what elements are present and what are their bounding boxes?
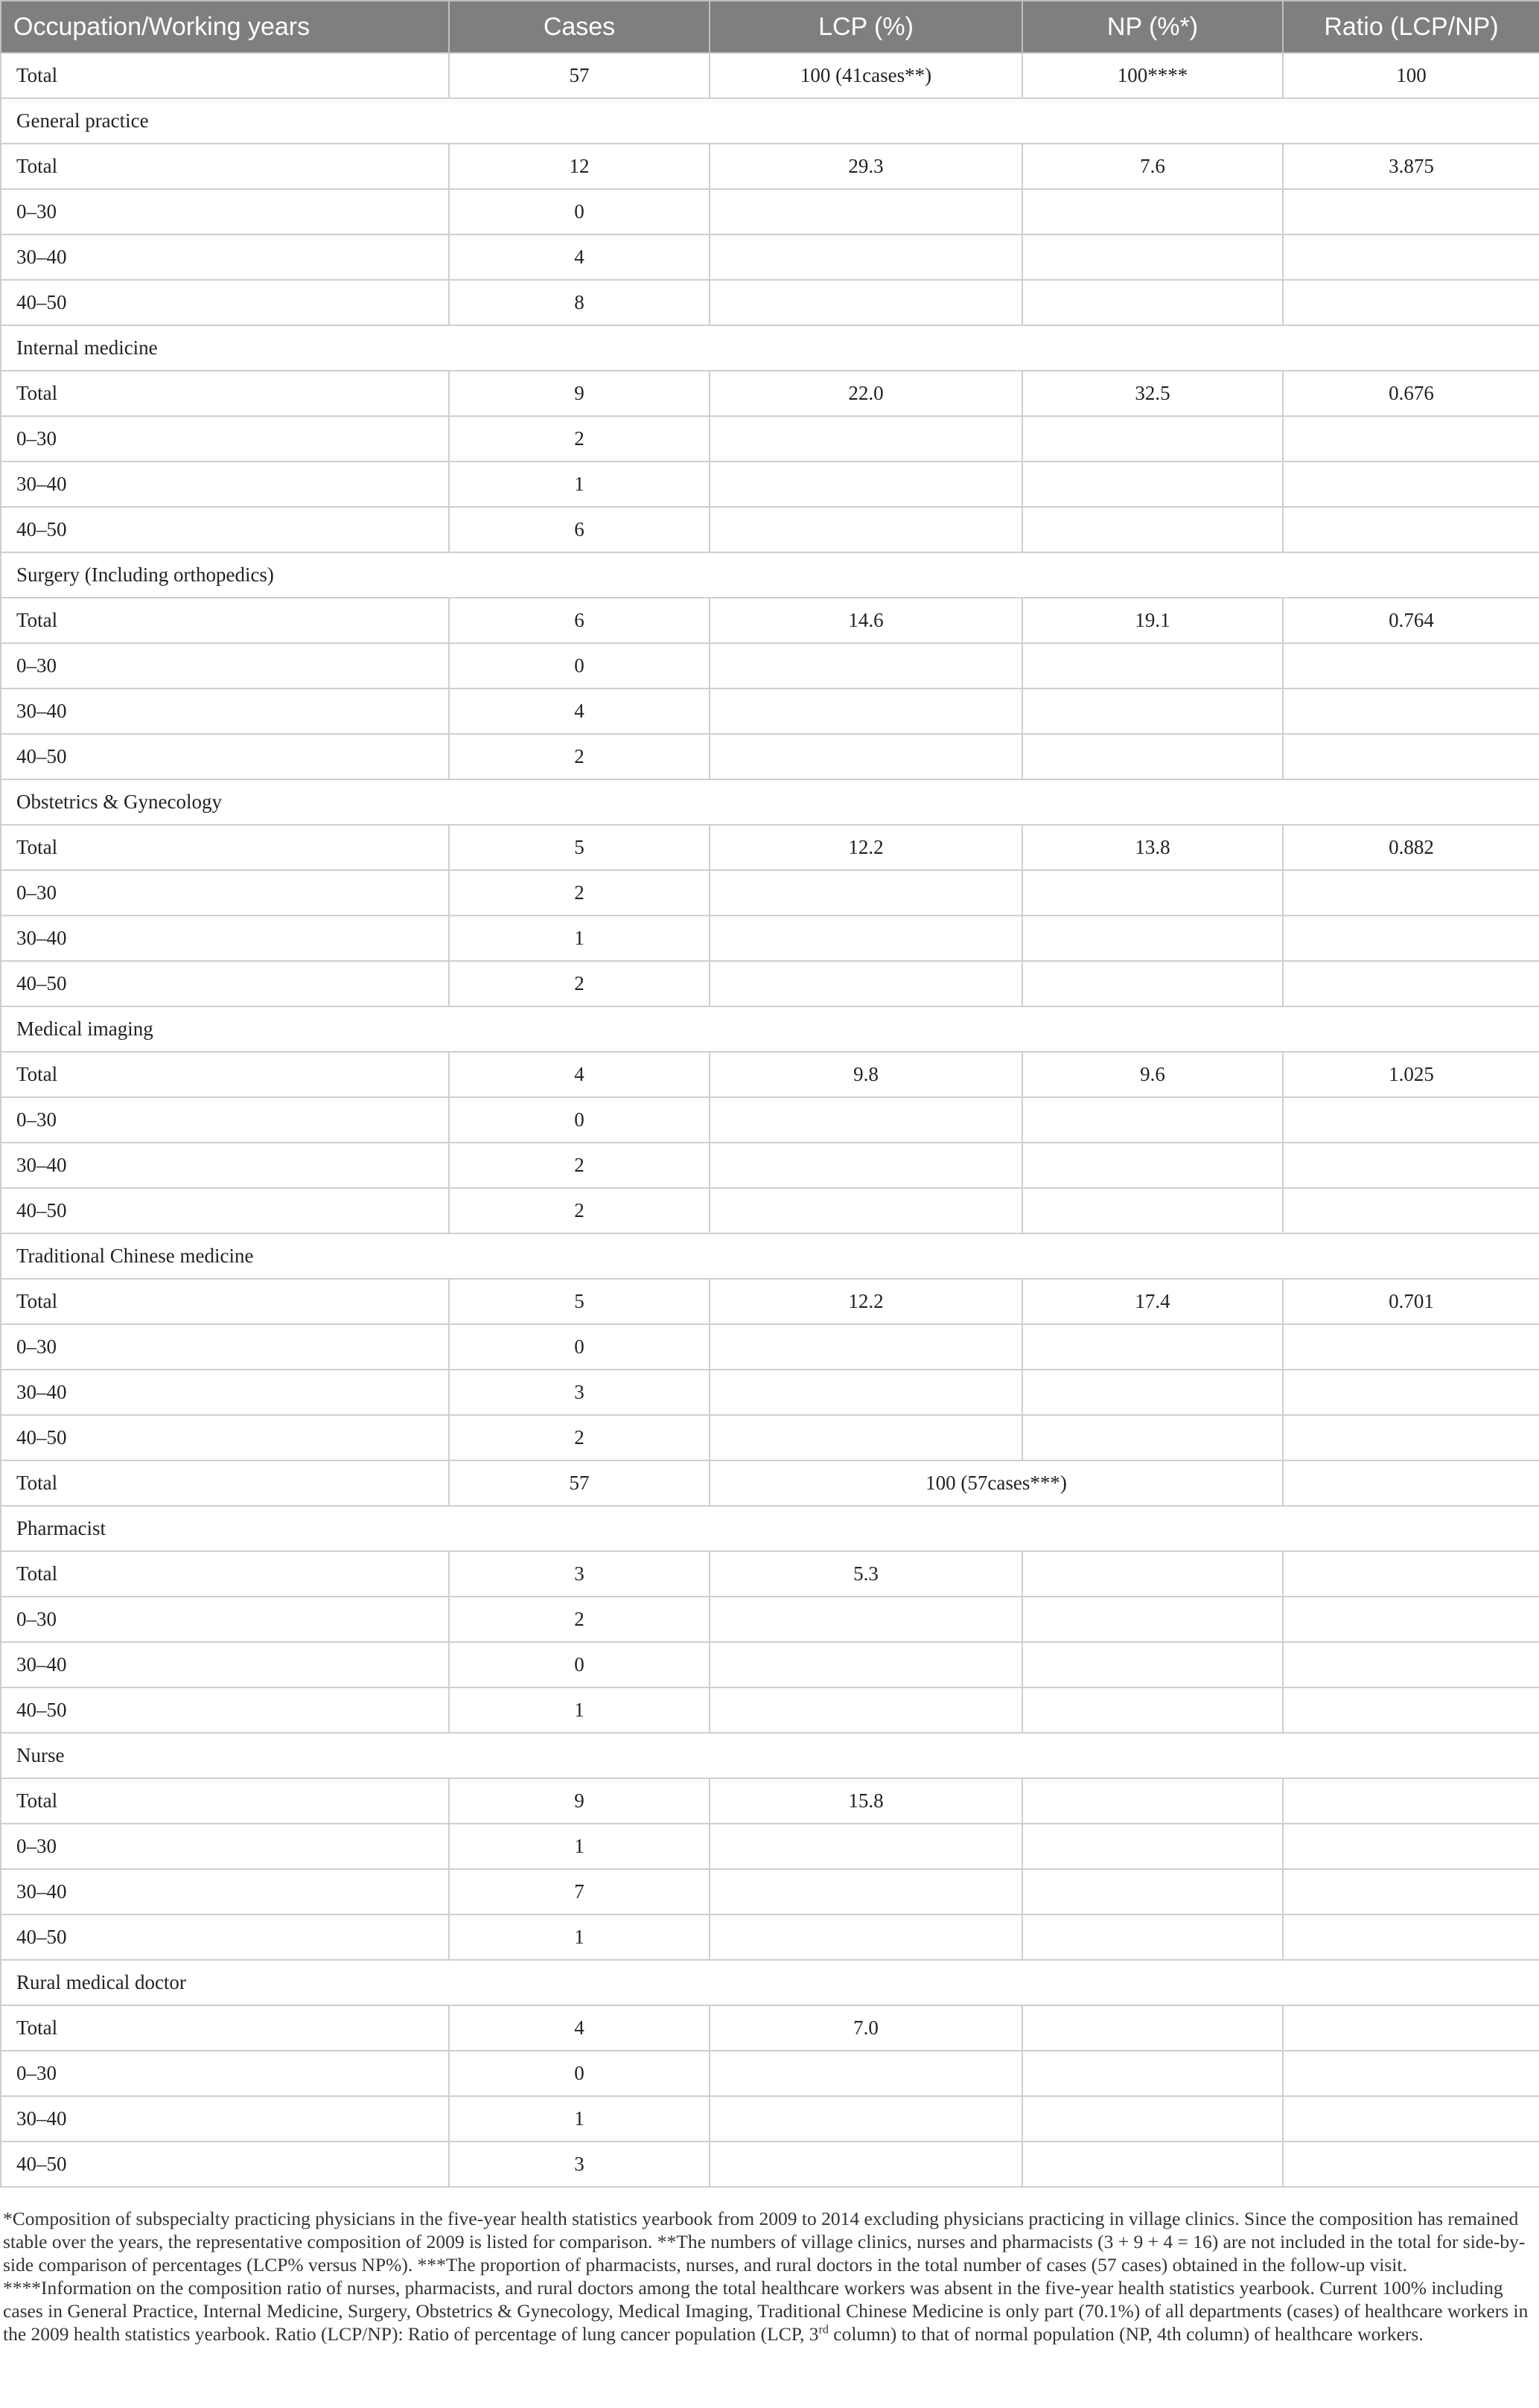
cell-lcp [710,643,1022,689]
section-label: Traditional Chinese medicine [1,1233,1539,1279]
cell-cases: 2 [449,961,710,1006]
cell-occupation: 40–50 [1,1415,449,1460]
cell-ratio [1283,1143,1539,1188]
cell-ratio [1283,734,1539,779]
table-row [1,961,1539,1006]
table-row [1,825,1539,870]
cell-ratio [1283,1324,1539,1370]
cell-ratio [1283,1824,1539,1869]
cell-cases: 57 [449,53,710,98]
cell-np: 9.6 [1022,1052,1283,1097]
cell-occupation: 0–30 [1,2051,449,2096]
table-row [1,1778,1539,1824]
table-row [1,2096,1539,2142]
cell-cases: 9 [449,1778,710,1824]
footnote-text: *Composition of subspecialty practicing physicians in the five-year health statistics yearbook from 2009 to 2014 excluding physicians practicing in village clinics. Since the composition has remained stable over the years, the representative composition of 2009 is listed for comparison. **The numbers of village clinics, nurses and pharmacists (3 + 9 + 4 = 16) are not included in the total for side-by-side comparison of percentages (LCP% versus NP%). ***The proportion of pharmacists, nurses, and rural doctors in the total number of cases (57 cases) obtained in the follow-up visit. ****Information on the composition ratio of nurses, pharmacists, and rural doctors among the total healthcare workers was absent in the five-year health statistics yearbook. Current 100% including cases in General Practice, Internal Medicine, Surgery, Obstetrics & Gynecology, Medical Imaging, Traditional Chinese Medicine is only part (70.1%) of all departments (cases) of healthcare workers in the 2009 health statistics yearbook. Ratio (LCP/NP): Ratio of percentage of lung cancer population (LCP, 3 [3,2208,1529,2345]
cell-occupation: 0–30 [1,189,449,234]
cell-occupation: Total [1,1551,449,1597]
header-cases: Cases [449,1,710,53]
cell-ratio [1283,280,1539,325]
cell-np [1022,689,1283,734]
cell-ratio [1283,189,1539,234]
cell-lcp [710,1914,1022,1960]
table-row [1,1597,1539,1642]
section-row [1,1006,1539,1052]
cell-cases: 8 [449,280,710,325]
cell-occupation: 0–30 [1,1097,449,1143]
cell-lcp [710,870,1022,916]
cell-ratio: 3.875 [1283,144,1539,189]
section-label: Pharmacist [1,1506,1539,1551]
cell-ratio [1283,1597,1539,1642]
cell-occupation: Total [1,1052,449,1097]
cell-cases: 4 [449,234,710,280]
table-row [1,689,1539,734]
cell-ratio: 100 [1283,53,1539,98]
cell-lcp [710,1642,1022,1687]
cell-cases: 3 [449,1551,710,1597]
table-row [1,189,1539,234]
cell-ratio: 1.025 [1283,1052,1539,1097]
cell-lcp [710,1687,1022,1733]
cell-lcp: 7.0 [710,2005,1022,2051]
cell-occupation: 30–40 [1,2096,449,2142]
section-row [1,552,1539,598]
cell-cases: 2 [449,1188,710,1233]
cell-np [1022,870,1283,916]
cell-ratio [1283,1415,1539,1460]
cell-lcp [710,1188,1022,1233]
cell-np: 32.5 [1022,371,1283,416]
section-label: General practice [1,98,1539,144]
cell-ratio: 0.676 [1283,371,1539,416]
cell-ratio [1283,1551,1539,1597]
cell-ratio [1283,1460,1539,1506]
table-row [1,1052,1539,1097]
cell-cases: 1 [449,2096,710,2142]
cell-np: 13.8 [1022,825,1283,870]
cell-cases: 6 [449,598,710,643]
cell-np [1022,189,1283,234]
cell-lcp: 12.2 [710,825,1022,870]
cell-lcp [710,1324,1022,1370]
cell-ratio [1283,416,1539,462]
cell-occupation: 30–40 [1,462,449,507]
cell-np [1022,1097,1283,1143]
cell-occupation: 30–40 [1,1869,449,1914]
cell-lcp [710,1869,1022,1914]
table-row [1,1370,1539,1415]
cell-ratio [1283,2051,1539,2096]
cell-lcp: 12.2 [710,1279,1022,1324]
cell-ratio [1283,916,1539,961]
cell-occupation: 0–30 [1,1597,449,1642]
cell-lcp [710,462,1022,507]
cell-np [1022,416,1283,462]
cell-occupation: Total [1,598,449,643]
table-row [1,53,1539,98]
cell-occupation: Total [1,1279,449,1324]
table-row [1,1869,1539,1914]
header-row [1,1,1539,53]
cell-ratio [1283,2096,1539,2142]
footnote-text-end: column) to that of normal population (NP, 4th column) of healthcare workers. [828,2323,1424,2345]
cell-np [1022,2142,1283,2187]
cell-np [1022,280,1283,325]
cell-cases: 1 [449,916,710,961]
cell-cases: 1 [449,462,710,507]
cell-occupation: 30–40 [1,916,449,961]
cell-ratio [1283,961,1539,1006]
cell-cases: 1 [449,1824,710,1869]
cell-occupation: 0–30 [1,870,449,916]
header-occupation: Occupation/Working years [1,1,449,53]
cell-lcp [710,916,1022,961]
cell-np: 7.6 [1022,144,1283,189]
header-np: NP (%*) [1022,1,1283,53]
cell-occupation: 40–50 [1,507,449,552]
cell-occupation: Total [1,53,449,98]
section-row [1,1733,1539,1778]
cell-cases: 12 [449,144,710,189]
cell-lcp [710,280,1022,325]
cell-occupation: 40–50 [1,280,449,325]
cell-cases: 3 [449,2142,710,2187]
table-row [1,1143,1539,1188]
cell-ratio [1283,1914,1539,1960]
section-label: Nurse [1,1733,1539,1778]
table-row [1,2005,1539,2051]
cell-np [1022,1597,1283,1642]
cell-cases: 5 [449,1279,710,1324]
cell-lcp: 29.3 [710,144,1022,189]
section-label: Rural medical doctor [1,1960,1539,2005]
cell-np: 17.4 [1022,1279,1283,1324]
cell-occupation: 0–30 [1,643,449,689]
cell-np [1022,1914,1283,1960]
cell-cases: 2 [449,416,710,462]
table-row [1,462,1539,507]
cell-lcp [710,1415,1022,1460]
cell-occupation: 30–40 [1,234,449,280]
cell-occupation: 30–40 [1,689,449,734]
cell-lcp [710,416,1022,462]
cell-lcp-np-merged: 100 (57cases***) [710,1460,1283,1506]
cell-lcp [710,1597,1022,1642]
cell-lcp [710,689,1022,734]
cell-occupation: 30–40 [1,1143,449,1188]
section-label: Obstetrics & Gynecology [1,779,1539,825]
cell-lcp [710,189,1022,234]
cell-occupation: Total [1,1460,449,1506]
section-row [1,1960,1539,2005]
table-row [1,416,1539,462]
cell-lcp [710,1370,1022,1415]
cell-occupation: 0–30 [1,416,449,462]
cell-np [1022,2096,1283,2142]
cell-np [1022,462,1283,507]
cell-np [1022,1551,1283,1597]
cell-cases: 1 [449,1914,710,1960]
cell-cases: 6 [449,507,710,552]
cell-cases: 4 [449,689,710,734]
table-row [1,1551,1539,1597]
cell-np: 19.1 [1022,598,1283,643]
cell-ratio [1283,462,1539,507]
cell-np [1022,643,1283,689]
section-row [1,779,1539,825]
section-label: Internal medicine [1,325,1539,371]
cell-ratio [1283,1687,1539,1733]
cell-cases: 5 [449,825,710,870]
cell-ratio: 0.882 [1283,825,1539,870]
cell-lcp: 22.0 [710,371,1022,416]
cell-cases: 3 [449,1370,710,1415]
cell-lcp: 100 (41cases**) [710,53,1022,98]
cell-cases: 0 [449,1324,710,1370]
cell-occupation: 40–50 [1,2142,449,2187]
table-row [1,2051,1539,2096]
cell-ratio [1283,870,1539,916]
cell-np [1022,1188,1283,1233]
cell-occupation: Total [1,825,449,870]
section-label: Medical imaging [1,1006,1539,1052]
cell-occupation: Total [1,144,449,189]
table-body [1,53,1539,2187]
table-row [1,1279,1539,1324]
cell-lcp [710,961,1022,1006]
table-row [1,1687,1539,1733]
cell-ratio [1283,507,1539,552]
cell-cases: 0 [449,1642,710,1687]
cell-lcp [710,1824,1022,1869]
cell-lcp: 14.6 [710,598,1022,643]
cell-ratio [1283,2142,1539,2187]
section-row [1,325,1539,371]
cell-ratio [1283,1778,1539,1824]
cell-ratio [1283,2005,1539,2051]
cell-lcp [710,2096,1022,2142]
table-row [1,916,1539,961]
cell-np [1022,1642,1283,1687]
cell-occupation: Total [1,1778,449,1824]
cell-cases: 4 [449,1052,710,1097]
table-row [1,734,1539,779]
cell-occupation: 0–30 [1,1324,449,1370]
cell-occupation: 40–50 [1,734,449,779]
table-row [1,598,1539,643]
cell-np [1022,1415,1283,1460]
cell-np [1022,2051,1283,2096]
cell-ratio [1283,689,1539,734]
header-lcp: LCP (%) [710,1,1022,53]
footnote-superscript: rd [818,2323,829,2337]
section-row [1,98,1539,144]
cell-lcp [710,1097,1022,1143]
cell-cases: 0 [449,189,710,234]
cell-ratio [1283,1869,1539,1914]
cell-occupation: 30–40 [1,1370,449,1415]
cell-np [1022,1778,1283,1824]
cell-np [1022,916,1283,961]
cell-occupation: 30–40 [1,1642,449,1687]
cell-cases: 2 [449,734,710,779]
cell-lcp: 15.8 [710,1778,1022,1824]
cell-cases: 2 [449,1415,710,1460]
section-label: Surgery (Including orthopedics) [1,552,1539,598]
cell-ratio: 0.764 [1283,598,1539,643]
table-row [1,870,1539,916]
cell-occupation: 40–50 [1,1914,449,1960]
cell-lcp [710,234,1022,280]
cell-np [1022,1324,1283,1370]
cell-lcp [710,2051,1022,2096]
table-row [1,1324,1539,1370]
cell-ratio [1283,1642,1539,1687]
cell-ratio [1283,1188,1539,1233]
cell-np [1022,961,1283,1006]
cell-np [1022,1824,1283,1869]
table-row [1,643,1539,689]
cell-occupation: 40–50 [1,961,449,1006]
cell-lcp: 9.8 [710,1052,1022,1097]
table-row [1,280,1539,325]
cell-ratio [1283,234,1539,280]
cell-lcp [710,2142,1022,2187]
cell-ratio [1283,1097,1539,1143]
table-row [1,1914,1539,1960]
cell-cases: 1 [449,1687,710,1733]
table-row [1,1642,1539,1687]
table-row [1,1824,1539,1869]
cell-cases: 0 [449,2051,710,2096]
cell-cases: 57 [449,1460,710,1506]
cell-lcp [710,507,1022,552]
table-row [1,1097,1539,1143]
cell-occupation: Total [1,2005,449,2051]
cell-np [1022,1869,1283,1914]
cell-ratio [1283,643,1539,689]
cell-ratio: 0.701 [1283,1279,1539,1324]
cell-np [1022,1143,1283,1188]
cell-occupation: 40–50 [1,1687,449,1733]
section-row [1,1233,1539,1279]
cell-cases: 4 [449,2005,710,2051]
cell-cases: 0 [449,1097,710,1143]
cell-cases: 2 [449,1143,710,1188]
cell-lcp: 5.3 [710,1551,1022,1597]
cell-np [1022,734,1283,779]
table-row [1,1460,1539,1506]
cell-cases: 2 [449,870,710,916]
cell-cases: 9 [449,371,710,416]
cell-lcp [710,734,1022,779]
cell-np: 100**** [1022,53,1283,98]
cell-np [1022,507,1283,552]
cell-occupation: 0–30 [1,1824,449,1869]
table-row [1,234,1539,280]
table-row [1,507,1539,552]
cell-np [1022,1687,1283,1733]
section-row [1,1506,1539,1551]
cell-ratio [1283,1370,1539,1415]
table-row [1,1415,1539,1460]
table-footnote [0,2207,1532,2345]
cell-np [1022,1370,1283,1415]
cell-cases: 2 [449,1597,710,1642]
cell-cases: 0 [449,643,710,689]
cell-np [1022,2005,1283,2051]
table-row [1,2142,1539,2187]
cell-occupation: Total [1,371,449,416]
header-ratio: Ratio (LCP/NP) [1283,1,1539,53]
table-row [1,1188,1539,1233]
cell-cases: 7 [449,1869,710,1914]
table-row [1,144,1539,189]
cell-np [1022,234,1283,280]
cell-lcp [710,1143,1022,1188]
cell-occupation: 40–50 [1,1188,449,1233]
table-row [1,371,1539,416]
